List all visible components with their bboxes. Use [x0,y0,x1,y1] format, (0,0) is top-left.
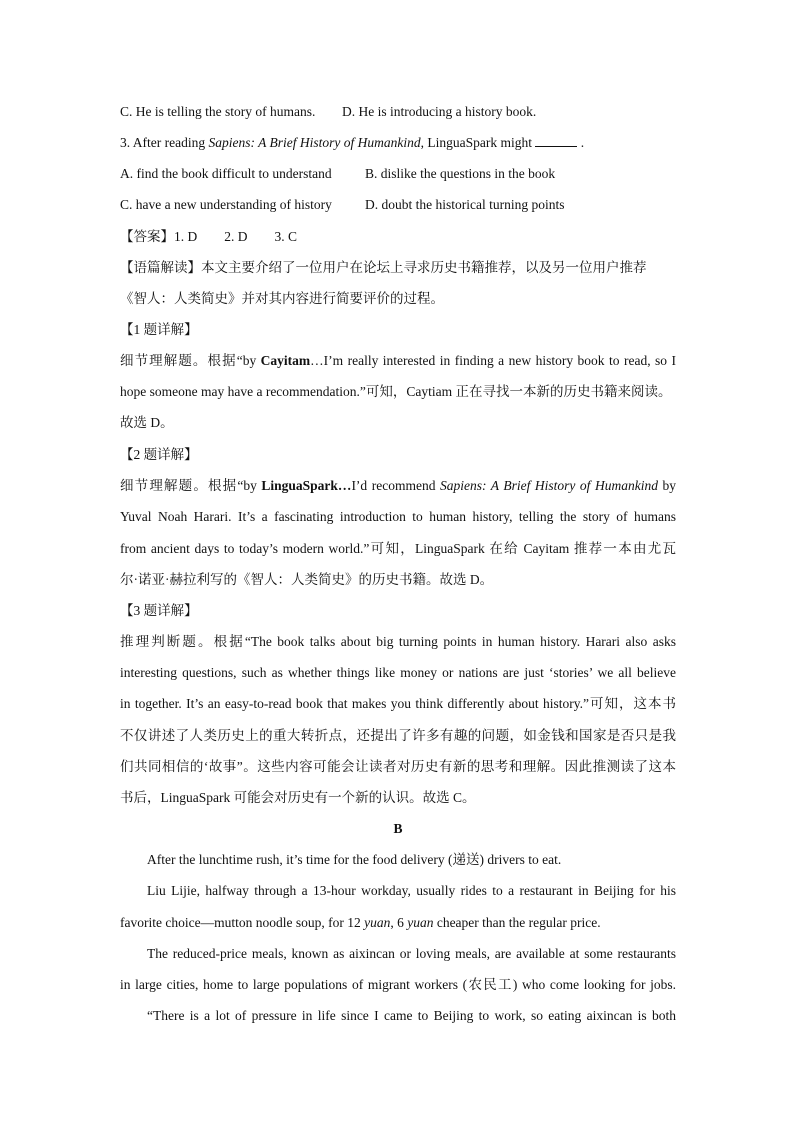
section-b-paragraph-2-line-1: Liu Lijie, halfway through a 13-hour workday, usually rides to a restaurant in Beijing for his [147,883,676,898]
summary-line-2: 《智人：人类简史》并对其内容进行简要评价的过程。 [120,291,444,306]
q3-option-b: B. dislike the questions in the book [365,166,556,181]
section-b-paragraph-1: After the lunchtime rush, it’s time for the food delivery (递送) drivers to eat. [147,852,562,867]
q3-answer-blank [535,133,577,147]
q2-detail-line-3: from ancient days to today’s modern world.”可知，LinguaSpark 在给 Cayitam 推荐一本由尤瓦 [120,541,676,556]
section-b-paragraph-2-line-2 [120,913,676,933]
section-b-paragraph-3-line-1: The reduced-price meals, known as aixincan or loving meals, are available at some restaurants [147,946,676,961]
q2-detail-book-title: Sapiens: A Brief History of Humankind [440,478,658,493]
q1-detail-pre: 细节理解题。根据“by [120,353,261,368]
q2-detail-mid: I’d recommend [351,478,440,493]
p2-line2-pre: favorite choice—mutton noodle soup, for 12 [120,915,365,930]
q3-stem-end: . [577,135,585,150]
p2-line2-mid: , 6 [390,915,408,930]
q3-options-row-2 [120,195,676,215]
q2-detail-post: by [657,478,676,493]
summary-line-1 [120,258,676,278]
q3-detail-line-6: 书后，LinguaSpark 可能会对历史有一个新的认识。故选 C。 [120,790,476,805]
q3-options-row-1 [120,164,676,184]
q1-detail-quote: …I’m really interested in finding a new history book to read, so I [310,353,676,368]
q3-detail-line-1: 推理判断题。根据“The book talks about big turning points in human history. Harari also asks [120,634,676,649]
q1-detail-line-3: 故选 D。 [120,415,174,430]
q1-detail-line-2: hope someone may have a recommendation.”可知，Caytiam 正在寻找一本新的历史书籍来阅读。 [120,384,672,399]
q3-detail-line-4: 不仅讲述了人类历史上的重大转折点，还提出了许多有趣的问题，如金钱和国家是否只是我 [120,728,676,743]
answer-label: 【答案】 [120,229,174,244]
q3-option-c: C. have a new understanding of history [120,197,332,212]
q3-detail-line-2: interesting questions, such as whether things like money or nations are just ‘stories’ we all believe [120,665,676,680]
q3-option-d: D. doubt the historical turning points [365,197,565,212]
q2-option-c: C. He is telling the story of humans. [120,104,316,119]
q3-stem [120,133,676,153]
q2-detail-line-1 [120,476,676,496]
summary-text-1: 本文主要介绍了一位用户在论坛上寻求历史书籍推荐，以及另一位用户推荐 [201,260,647,275]
answer-line [120,227,676,247]
q2-detail-username: LinguaSpark… [261,478,352,493]
q2-detail-pre: 细节理解题。根据“by [120,478,262,493]
answer-values: 1. D 2. D 3. C [174,229,298,244]
summary-label: 【语篇解读】 [120,260,201,275]
q1-detail-username: Cayitam [260,353,311,368]
q2-detail-line-4: 尔·诺亚·赫拉利写的《智人：人类简史》的历史书籍。故选 D。 [120,572,494,587]
q3-stem-prefix: 3. After reading [120,135,209,150]
q2-detail-heading: 【2 题详解】 [120,447,198,462]
q2-detail-line-2: Yuval Noah Harari. It’s a fascinating introduction to human history, telling the story of humans [120,509,676,524]
section-b-title: B [393,821,403,836]
q2-options-row [120,102,676,122]
section-b-paragraph-4-line-1: “There is a lot of pressure in life since I came to Beijing to work, so eating aixincan is both [147,1008,676,1023]
q3-detail-heading: 【3 题详解】 [120,603,198,618]
q1-detail-line-1 [120,351,676,371]
q3-detail-line-3: in together. It’s an easy-to-read book that makes you think differently about history.”可知，这本书 [120,696,676,711]
q3-detail-line-5: 们共同相信的‘故事”。这些内容可能会让读者对历史有新的思考和理解。因此推测读了这本 [120,759,676,774]
section-b-paragraph-3-line-2: in large cities, home to large populations of migrant workers (农民工) who come looking for jobs. [120,977,676,992]
q3-option-a: A. find the book difficult to understand [120,166,332,181]
q3-book-title: Sapiens: A Brief History of Humankind [208,135,421,150]
q2-option-d: D. He is introducing a history book. [342,104,537,119]
q3-stem-suffix: , LinguaSpark might [420,135,536,150]
p2-yuan-1: yuan [364,915,391,930]
p2-line2-post: cheaper than the regular price. [433,915,601,930]
p2-yuan-2: yuan [407,915,434,930]
q1-detail-heading: 【1 题详解】 [120,322,198,337]
